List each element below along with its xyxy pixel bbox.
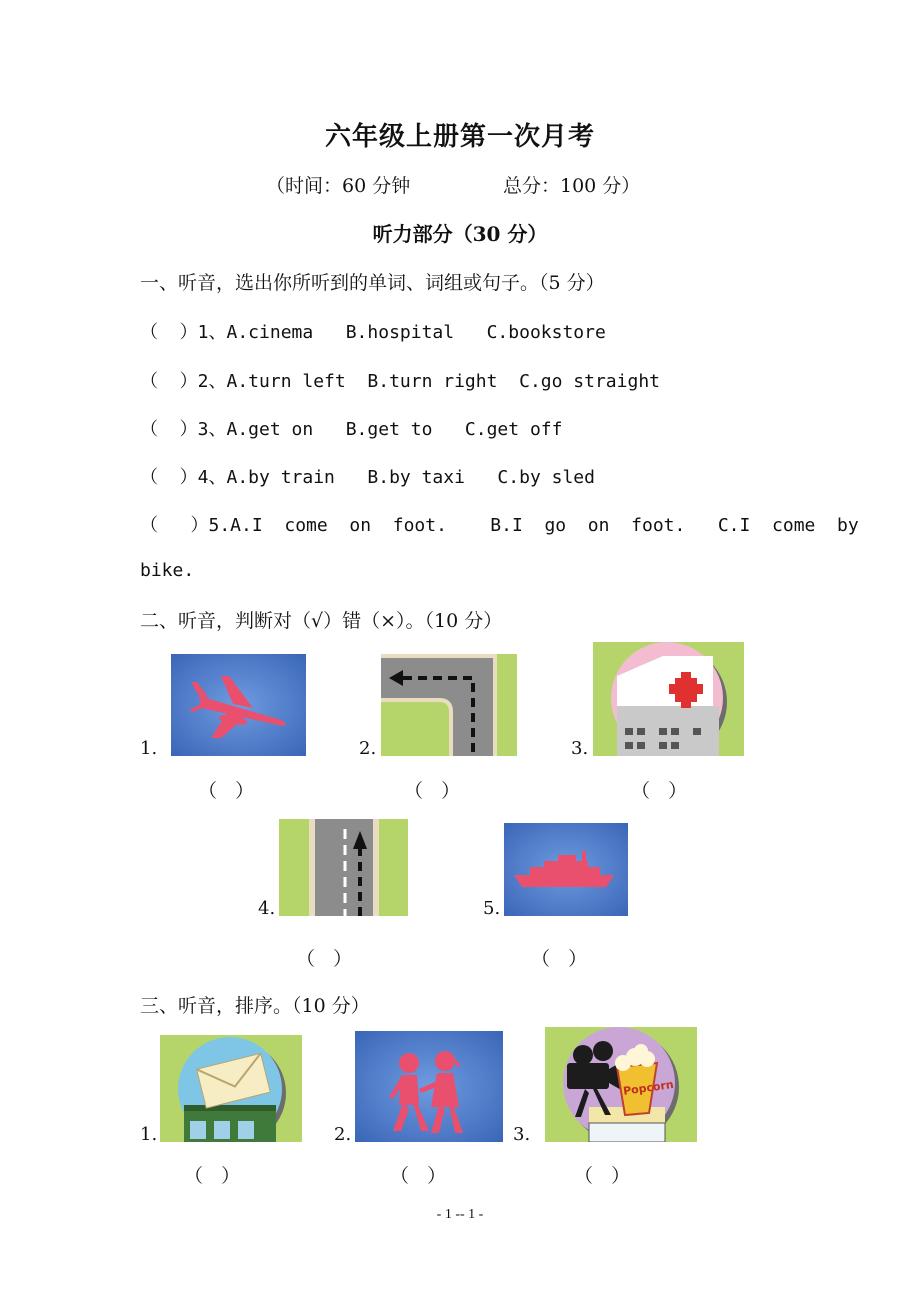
- answer-parenthesis[interactable]: （ ）: [404, 780, 461, 802]
- part3-heading: 三、听音，排序。（10 分）: [140, 995, 370, 1017]
- post-office-picture: [160, 1035, 302, 1142]
- answer-parenthesis[interactable]: （ ）: [296, 948, 353, 970]
- question-2: （ ）2、A.turn left B.turn right C.go straight: [140, 371, 660, 392]
- ship-picture: [504, 823, 628, 916]
- part2-heading: 二、听音，判断对（√）错（×）。（10 分）: [140, 610, 503, 632]
- item-number: 1.: [140, 738, 158, 759]
- walking-kids-picture: [355, 1031, 503, 1142]
- item-number: 3.: [513, 1124, 531, 1145]
- answer-parenthesis[interactable]: （ ）: [390, 1165, 447, 1187]
- cinema-picture: [545, 1027, 697, 1142]
- go-straight-road-picture: [279, 819, 408, 916]
- question-1: （ ）1、A.cinema B.hospital C.bookstore: [140, 322, 606, 343]
- question-3: （ ）3、A.get on B.get to C.get off: [140, 419, 563, 440]
- answer-parenthesis[interactable]: （ ）: [184, 1165, 241, 1187]
- item-number: 4.: [258, 898, 276, 919]
- popcorn-label: Popcorn: [622, 1077, 675, 1098]
- page-title: 六年级上册第一次月考: [324, 122, 595, 152]
- airplane-picture: [171, 654, 306, 756]
- exam-time: （时间：60 分钟: [266, 175, 411, 197]
- hospital-picture: [593, 642, 744, 756]
- answer-parenthesis[interactable]: （ ）: [574, 1165, 631, 1187]
- exam-total-score: 总分：100 分）: [503, 175, 641, 197]
- answer-parenthesis[interactable]: （ ）: [531, 948, 588, 970]
- item-number: 5.: [483, 898, 501, 919]
- question-5-continued: bike.: [140, 560, 195, 581]
- item-number: 3.: [571, 738, 589, 759]
- item-number: 2.: [359, 738, 377, 759]
- item-number: 1.: [140, 1124, 158, 1145]
- item-number: 2.: [334, 1124, 352, 1145]
- answer-parenthesis[interactable]: （ ）: [198, 780, 255, 802]
- turn-left-road-picture: [381, 654, 517, 756]
- section-title: 听力部分（30 分）: [372, 222, 548, 246]
- page-number: - 1 -- 1 -: [436, 1207, 484, 1222]
- question-4: （ ）4、A.by train B.by taxi C.by sled: [140, 467, 595, 488]
- part1-heading: 一、听音，选出你所听到的单词、词组或句子。（5 分）: [140, 272, 605, 294]
- answer-parenthesis[interactable]: （ ）: [631, 780, 688, 802]
- question-5: （ ）5.A.I come on foot. B.I go on foot. C.I come by: [140, 515, 859, 536]
